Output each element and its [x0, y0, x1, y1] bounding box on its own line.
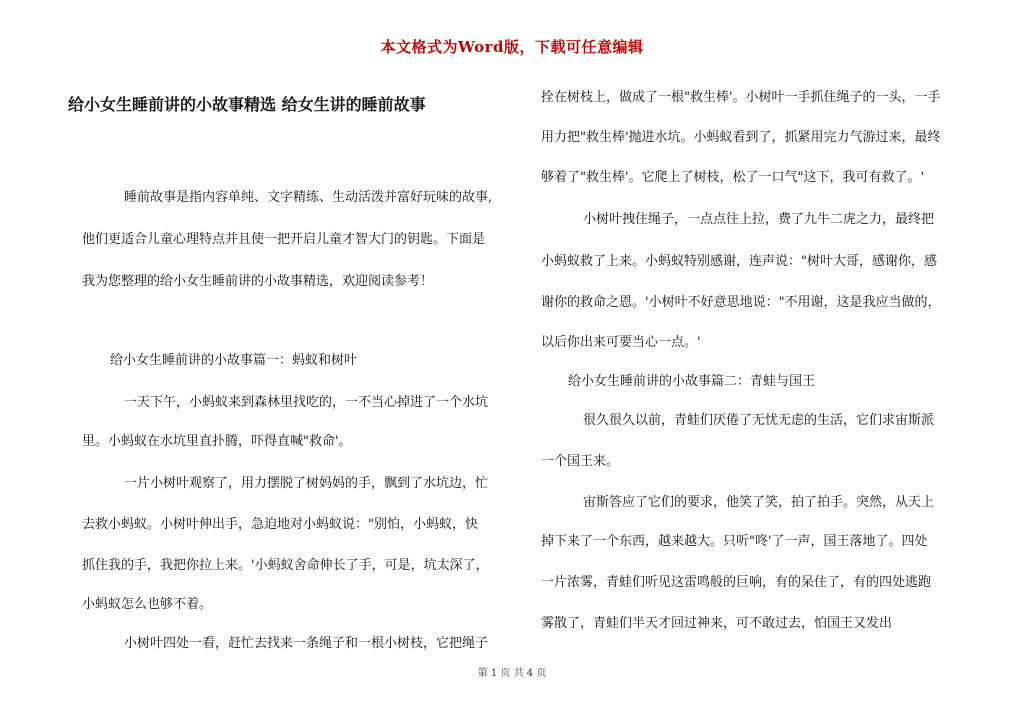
paragraph-line: 小树叶四处一看，赶忙去找来一条绳子和一根小树枝，它把绳子 — [124, 636, 489, 651]
section-heading: 给小女生睡前讲的小故事篇二：青蛙与国王 — [568, 374, 816, 389]
format-banner: 本文格式为Word版，下载可任意编辑 — [380, 38, 644, 56]
paragraph-line: 小蚂蚁怎么也够不着。 — [82, 597, 213, 612]
paragraph-line: 宙斯答应了它们的要求，他笑了笑，拍了拍手。突然，从天上 — [583, 495, 935, 510]
paragraph-line: 我为您整理的给小女生睡前讲的小故事精选，欢迎阅读参考！ — [82, 274, 434, 289]
paragraph-line: 去救小蚂蚁。小树叶伸出手，急迫地对小蚂蚁说："别怕，小蚂蚁，快 — [82, 517, 478, 532]
section-heading: 给小女生睡前讲的小故事篇一：蚂蚁和树叶 — [110, 353, 358, 368]
paragraph-line: 里。小蚂蚁在水坑里直扑腾，吓得直喊"救命'。 — [82, 434, 352, 449]
paragraph-line: 拴在树枝上，做成了一根"救生棒'。小树叶一手抓住绳子的一头，一手 — [541, 90, 941, 105]
paragraph-line: 谢你的救命之恩。'小树叶不好意思地说："不用谢，这是我应当做的， — [541, 295, 941, 310]
paragraph-line: 够着了"救生棒'。它爬上了树枝，松了一口气"这下，我可有救了。' — [541, 170, 925, 185]
paragraph-line: 小树叶拽住绳子，一点点往上拉，费了九牛二虎之力，最终把 — [583, 212, 935, 227]
paragraph-line: 一个国王来。 — [541, 454, 620, 469]
paragraph-line: 抓住我的手，我把你拉上来。'小蚂蚁舍命伸长了手，可是，坑太深了， — [82, 558, 489, 573]
paragraph-line: 用力把"救生棒'抛进水坑。小蚂蚁看到了，抓紧用完力气游过来，最终 — [541, 130, 941, 145]
paragraph-line: 以后你出来可要当心一点。' — [541, 335, 701, 350]
paragraph-line: 小蚂蚁救了上来。小蚂蚁特别感谢，连声说："树叶大哥，感谢你，感 — [541, 254, 937, 269]
paragraph-line: 睡前故事是指内容单纯、文字精练、生动活泼并富好玩味的故事, — [124, 190, 493, 205]
page-number: 第 1 页 共 4 页 — [477, 668, 547, 679]
paragraph-line: 掉下来了一个东西，越来越大。只听"咚'了一声，国王落地了。四处 — [541, 534, 928, 549]
paragraph-line: 他们更适合儿童心理特点并且使一把开启儿童才智大门的钥匙。下面是 — [82, 232, 486, 247]
article-title: 给小女生睡前讲的小故事精选 给女生讲的睡前故事 — [68, 95, 426, 114]
paragraph-line: 雾散了，青蛙们半天才回过神来，可不敢过去，怕国王又发出 — [541, 616, 893, 631]
paragraph-line: 一片小树叶观察了，用力摆脱了树妈妈的手，飘到了水坑边，忙 — [124, 476, 489, 491]
paragraph-line: 一片浓雾，青蛙们听见这雷鸣般的巨响，有的呆住了，有的四处逃跑 — [541, 575, 932, 590]
paragraph-line: 很久很久以前，青蛙们厌倦了无忧无虑的生活，它们求宙斯派 — [583, 413, 935, 428]
paragraph-line: 一天下午，小蚂蚁来到森林里找吃的，一不当心掉进了一个水坑 — [124, 395, 489, 410]
